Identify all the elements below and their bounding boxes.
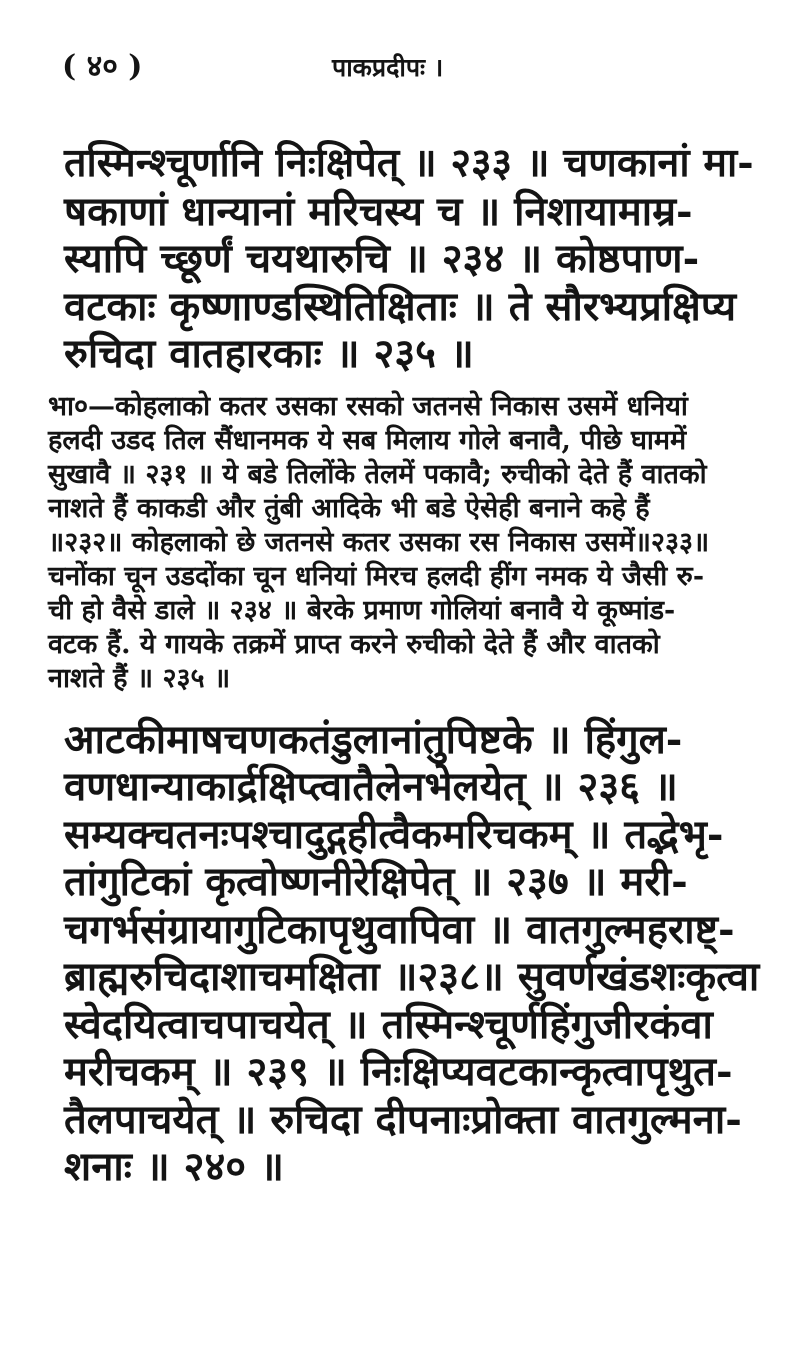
- commentary-line: ची हो वैसे डाले ॥ २३४ ॥ बेरके प्रमाण गोलियां बनावै ये कूष्मांड-: [48, 594, 676, 626]
- verse-line: आटकीमाषचणकतंडुलानांतुपिष्टके ॥ हिंगुल-: [64, 715, 683, 763]
- verse-line: स्वेदयित्वाचपाचयेत् ॥ तस्मिन्श्चूर्णहिंगुजीरकंवा: [64, 1000, 713, 1048]
- verse-line: सम्यक्चतनःपश्चादुद्गहीत्वैकमरिचकम् ॥ तद्भेभृ-: [64, 810, 724, 858]
- running-head: [40, 44, 760, 100]
- verse-line: मरीचकम् ॥ २३९ ॥ निःक्षिप्यवटकान्कृत्वापृथुत-: [64, 1048, 733, 1095]
- verse-line: रुचिदा वातहारकाः ॥ २३५ ॥: [64, 330, 474, 377]
- verse-line: तस्मिन्श्चूर्णानि निःक्षिपेत् ॥ २३३ ॥ चणकानां मा-: [64, 140, 754, 186]
- verse-line: षकाणां धान्यानां मरिचस्य च ॥ निशायामाम्र-: [64, 187, 693, 235]
- page-number: ( ४० ): [62, 49, 143, 84]
- commentary-line: नाशते हैं काकडी और तुंबी आदिके भी बडे ऐसेही बनाने कहे हैं: [48, 492, 650, 524]
- commentary-line: भा०—कोहलाको कतर उसका रसको जतनसे निकास उसमें धनियां: [48, 390, 688, 422]
- commentary-line: चनोंका चून उडदोंका चून धनियां मिरच हलदी हींग नमक ये जैसी रु-: [48, 560, 705, 592]
- verse-line: स्यापि च्छूर्णं चयथारुचि ॥ २३४ ॥ कोष्ठपाण-: [64, 235, 700, 282]
- running-title: पाकप्रदीपः ।: [332, 53, 444, 82]
- verse-line: शनाः ॥ २४० ॥: [64, 1143, 284, 1190]
- verse-line: तैलपाचयेत् ॥ रुचिदा दीपनाःप्रोक्ता वातगुल्मना-: [64, 1095, 742, 1143]
- verse-line: ब्राह्मरुचिदाशाचमक्षिता ॥२३८॥ सुवर्णखंडशःकृत्वा: [64, 953, 760, 1000]
- verse-line: वणधान्याकार्द्रक्षिप्त्वातैलेनभेलयेत् ॥ २३६ ॥: [64, 763, 678, 810]
- commentary-line: हलदी उडद तिल सैंधानमक ये सब मिलाय गोले बनावै, पीछे घाममें: [48, 424, 687, 456]
- hindi-commentary: [48, 390, 760, 696]
- commentary-line: सुखावै ॥ २३१ ॥ ये बडे तिलोंके तेलमें पकावै; रुचीको देते हैं वातको: [48, 458, 707, 490]
- verse-line: तांगुटिकां कृत्वोष्णनीरेक्षिपेत् ॥ २३७ ॥ मरी-: [64, 858, 688, 905]
- commentary-line: वटक हैं. ये गायके तक्रमें प्राप्त करने रुचीको देते हैं और वातको: [48, 628, 660, 660]
- verse-line: वटकाः कृष्णाण्डस्थितिक्षिताः ॥ ते सौरभ्यप्रक्षिप्य: [64, 282, 737, 330]
- commentary-line: ॥२३२॥ कोहलाको छे जतनसे कतर उसका रस निकास उसमें॥२३३॥: [48, 526, 710, 558]
- verse-block-sanskrit-2: [40, 716, 760, 1191]
- verse-block-sanskrit-1: [40, 140, 760, 378]
- verse-line: चगर्भसंग्रायागुटिकापृथुवापिवा ॥ वातगुल्महराष्ट्-: [64, 905, 735, 953]
- commentary-line: नाशते हैं ॥ २३५ ॥: [48, 662, 231, 694]
